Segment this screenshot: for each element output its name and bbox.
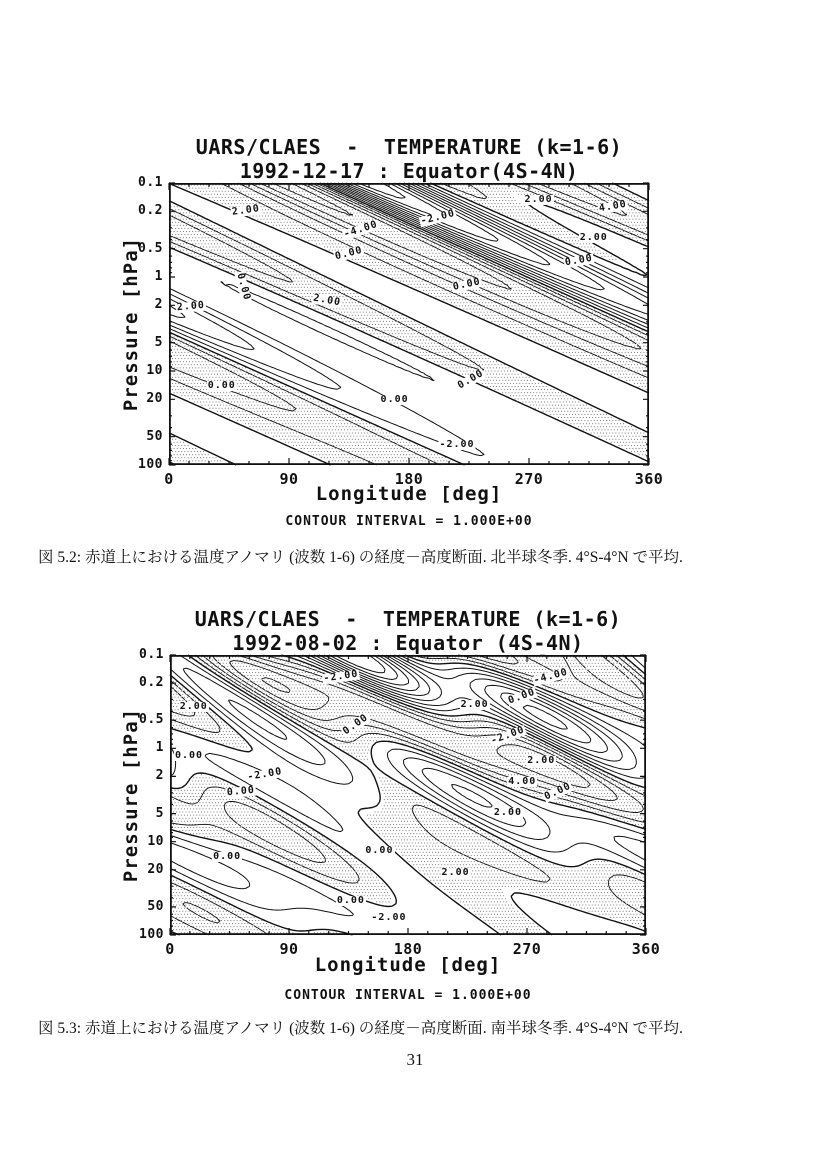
page-number: 31 [406,1050,424,1069]
figure-5-2-contour-interval-note: CONTOUR INTERVAL = 1.000E+00 [285,514,533,529]
contour-label: 2.00 [231,203,261,219]
y-axis-tick-5: 5 [154,334,163,350]
figure-5-2-y-axis-label: Pressure [hPa] [120,236,142,412]
contour-label: 2.00 [524,193,553,205]
figure-5-3-caption-label: 図 5.3: [38,1020,82,1037]
figure-5-2-caption-label: 図 5.2: [38,549,82,566]
contour-label: 0.00 [456,368,487,392]
figure-5-2-x-axis-label: Longitude [deg] [315,483,503,505]
figure-5-3-title: UARS/CLAES - TEMPERATURE (k=1-6) [194,607,622,631]
y-axis-tick-0.2: 0.2 [139,675,164,691]
contour-label: 0.00 [234,272,253,303]
y-axis-tick-0.1: 0.1 [138,175,163,190]
contour-label: 0.00 [336,895,365,907]
x-axis-tick-360: 360 [631,940,661,958]
contour-label: 2.00 [179,700,208,712]
y-axis-tick-100: 100 [139,927,164,942]
x-axis-tick-270: 270 [512,940,542,958]
contour-label: 4.00 [508,776,537,788]
x-axis-tick-90: 90 [279,940,299,958]
temperature-contour-plot-1992-12-17 [169,183,649,465]
figure-5-2-subtitle: 1992-12-17 : Equator(4S-4N) [239,159,579,183]
figure-5-3-contour-interval-note: CONTOUR INTERVAL = 1.000E+00 [284,988,532,1003]
y-axis-tick-50: 50 [146,428,163,444]
contour-label: 4.00 [598,198,628,215]
contour-label: 2.00 [312,293,343,309]
contour-label: 0.00 [226,784,256,799]
x-axis-tick-180: 180 [393,940,423,958]
x-axis-tick-180: 180 [394,470,424,488]
figure-5-3-caption-text: 赤道上における温度アノマリ (波数 1-6) の経度－高度断面. 南半球冬季. 4°S-4°N で平均. [84,1020,683,1037]
contour-label: 0.00 [333,244,364,262]
contour-label: 0.00 [564,252,595,268]
contour-label: 2.00 [493,807,522,819]
y-axis-tick-10: 10 [147,833,164,849]
y-axis-tick-0.5: 0.5 [138,240,163,256]
contour-label: -2.00 [371,912,407,924]
y-axis-tick-0.5: 0.5 [139,712,164,728]
y-axis-tick-10: 10 [146,363,163,378]
contour-label: 2.00 [579,231,608,243]
x-axis-tick-0: 0 [165,940,175,958]
x-axis-tick-360: 360 [634,470,664,488]
y-axis-tick-20: 20 [146,391,163,407]
contour-label: 2.00 [176,299,206,314]
contour-label: 0.00 [380,394,409,406]
contour-label: -4.00 [532,667,570,687]
figure-5-3-x-axis-label: Longitude [deg] [314,954,502,976]
contour-label: 0.00 [340,712,370,738]
x-axis-tick-90: 90 [279,470,299,488]
contour-label: 0.00 [207,380,236,392]
contour-label: -2.00 [246,766,284,784]
contour-label: 0.00 [451,275,482,293]
contour-label: 2.00 [460,699,489,711]
y-axis-tick-2: 2 [155,768,164,784]
x-axis-tick-0: 0 [164,470,174,488]
x-axis-tick-270: 270 [514,470,544,488]
y-axis-tick-1: 1 [155,740,164,756]
contour-label: 2.00 [527,755,556,767]
contour-label: 0.00 [506,686,538,707]
contour-label: -2.00 [323,669,360,685]
figure-5-2-title: UARS/CLAES - TEMPERATURE (k=1-6) [195,135,623,159]
y-axis-tick-1: 1 [154,269,163,284]
contour-label: 0.00 [174,749,204,761]
y-axis-tick-20: 20 [147,861,164,877]
figure-5-3-caption [38,1016,683,1038]
figure-5-3-y-axis-label: Pressure [hPa] [120,707,142,883]
y-axis-tick-2: 2 [154,297,163,313]
contour-label: 0.00 [365,845,394,856]
contour-label: 2.00 [441,867,470,879]
figure-5-2-caption-text: 赤道上における温度アノマリ (波数 1-6) の経度－高度断面. 北半球冬季. 4°S-4°N で平均. [84,549,683,566]
y-axis-tick-100: 100 [138,457,163,472]
contour-label: -2.00 [439,439,475,451]
y-axis-tick-0.2: 0.2 [138,203,163,219]
y-axis-tick-0.1: 0.1 [139,647,164,662]
contour-label: 0.00 [542,780,573,803]
figure-5-3-subtitle: 1992-08-02 : Equator (4S-4N) [232,631,584,655]
contour-label: -4.00 [342,218,380,240]
contour-label: -2.00 [489,724,527,747]
figure-5-2-caption [38,545,683,567]
y-axis-tick-5: 5 [155,805,164,821]
contour-label: 0.00 [213,850,242,862]
y-axis-tick-50: 50 [147,898,164,914]
contour-label: -2.00 [419,208,457,228]
